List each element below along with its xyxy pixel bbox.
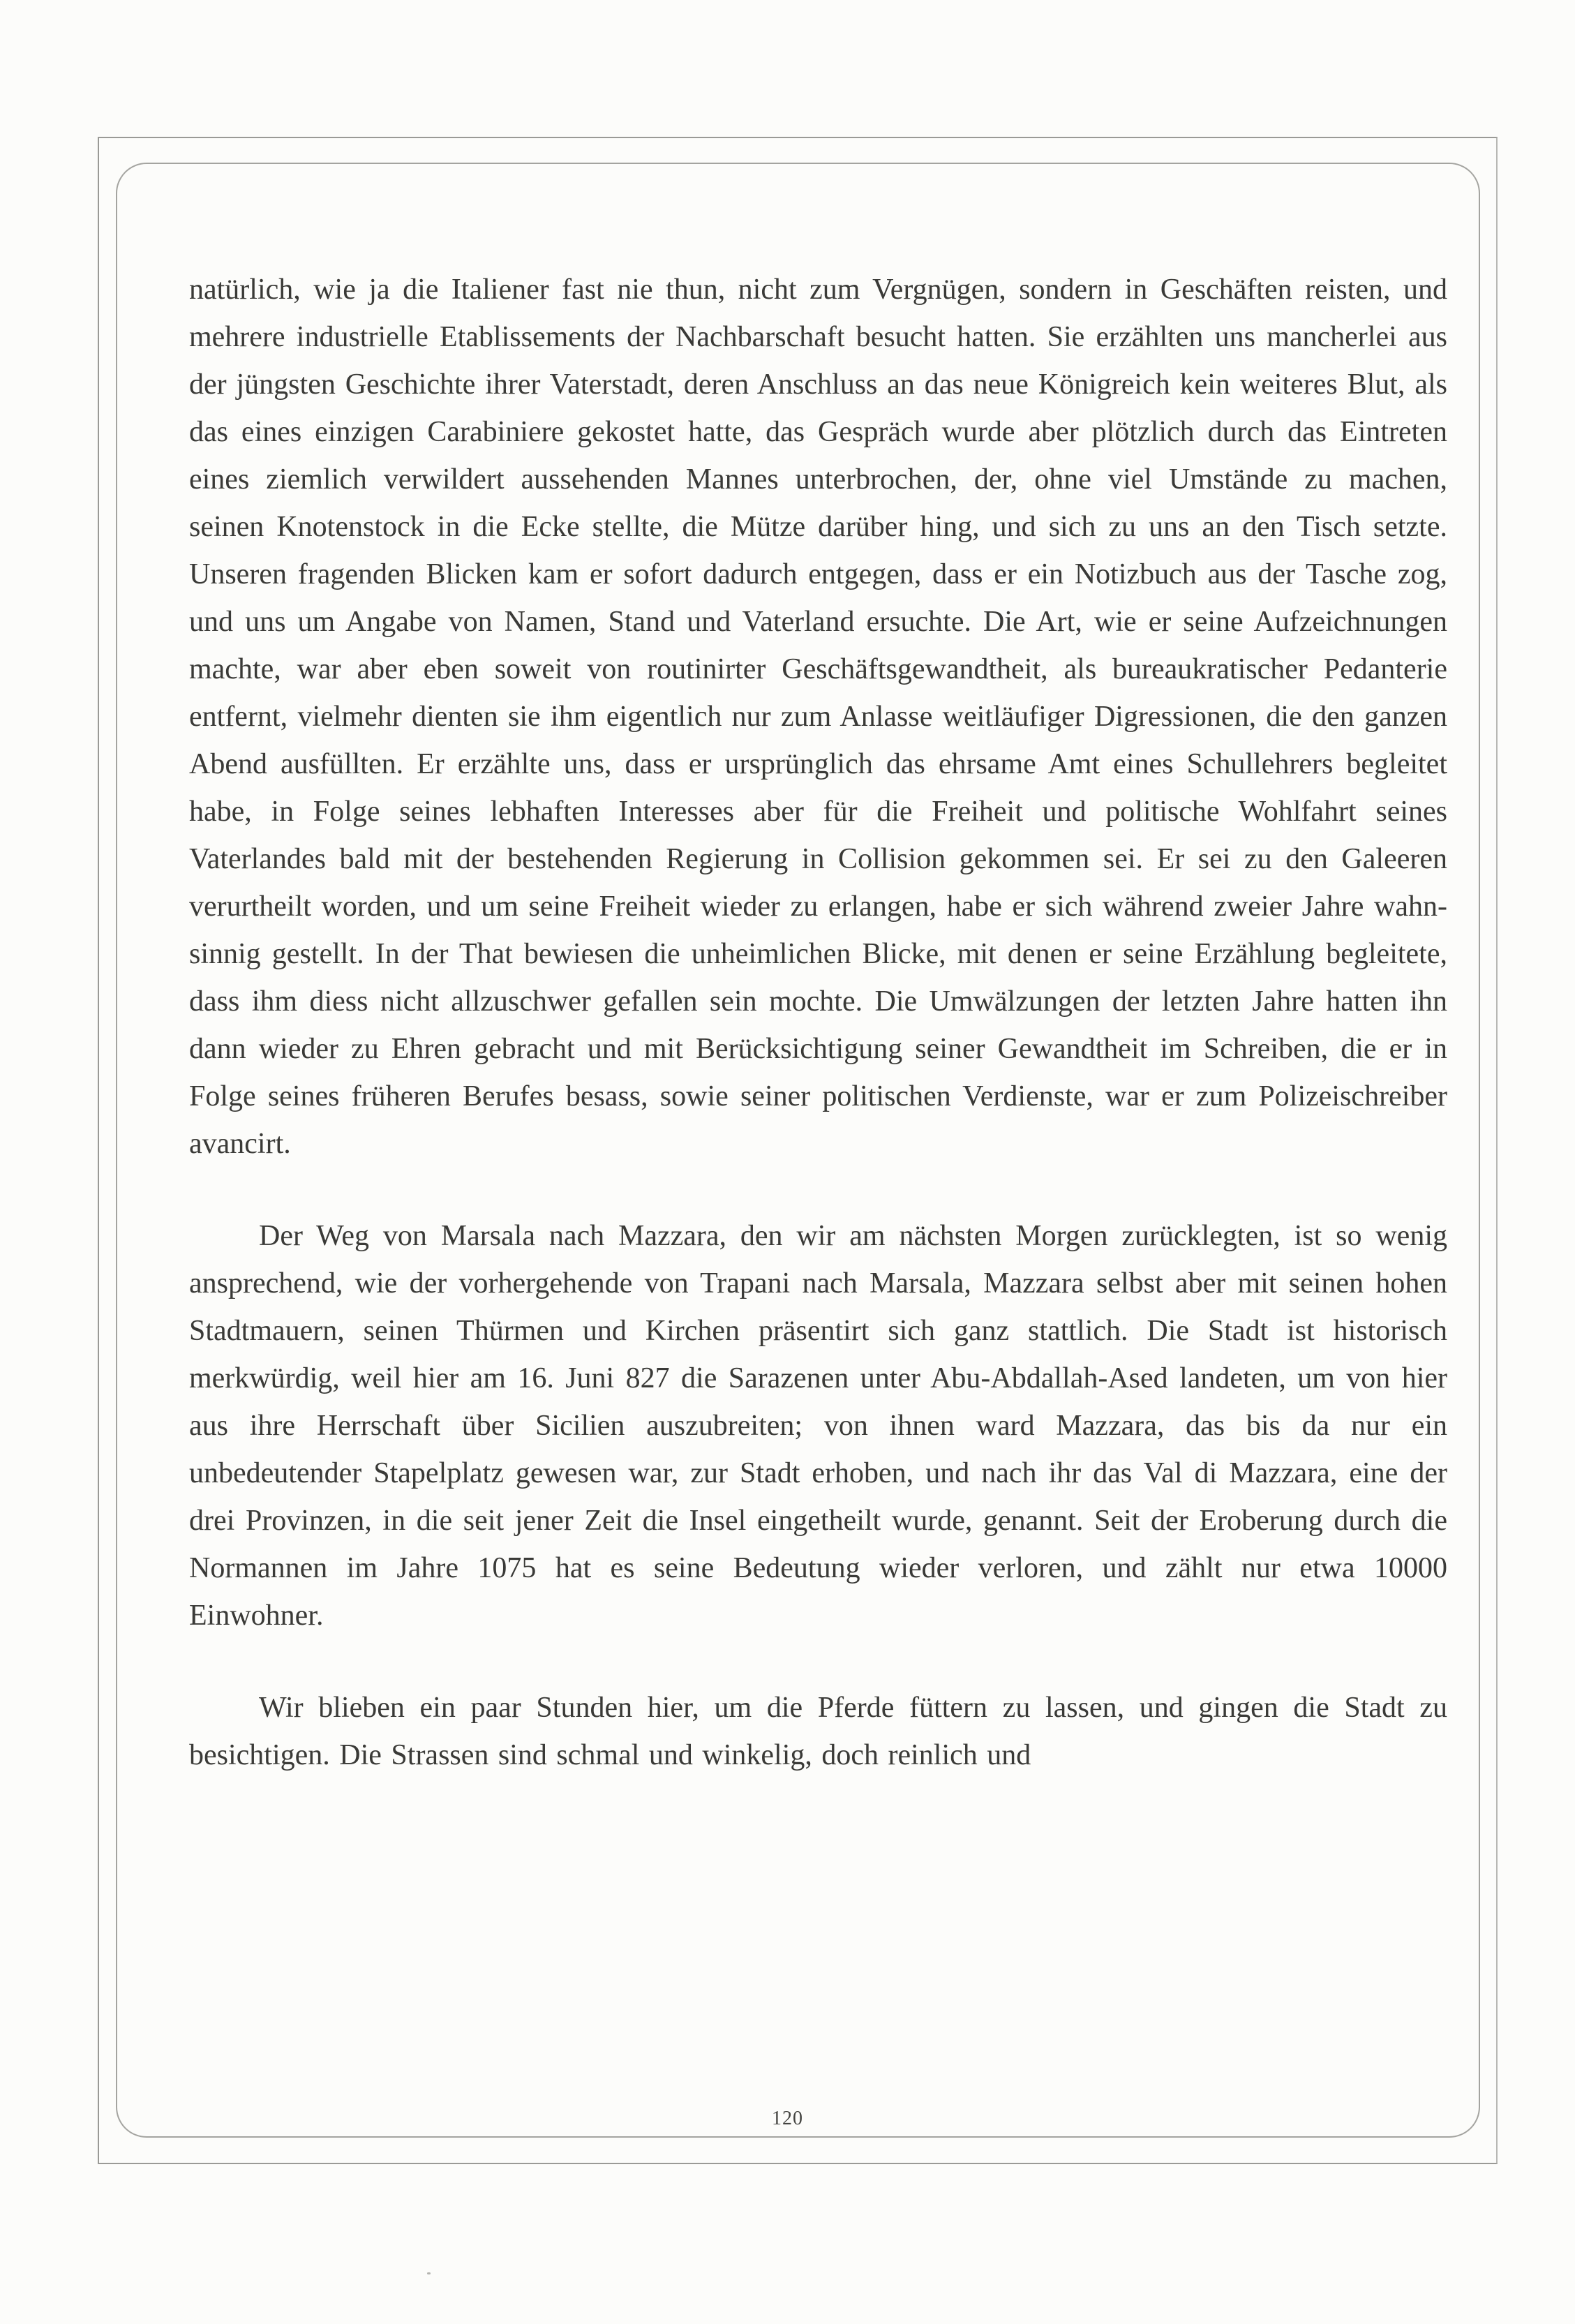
paragraph-mazzara-visit: Wir blieben ein paar Stunden hier, um die Pferde füttern zu lassen, und gingen die Stadt zu besichtigen. Die Strassen sind schmal und winkelig, doch reinlich und	[189, 1692, 1447, 1771]
paragraph-continuation: natürlich, wie ja die Italiener fast nie thun, nicht zum Vergnügen, sondern in Geschäften reisten, und mehrere industrielle Etablissements der Nachbarschaft besucht hatten. Sie erzählten uns mancherlei aus der jüngsten Geschichte ihrer Vaterstadt, deren Anschluss an das neue Königreich kein weiteres Blut, als das eines einzigen Carabiniere gekostet hatte, das Gespräch wurde aber plötzlich durch das Eintreten eines ziemlich verwildert aussehenden Mannes unterbrochen, der, ohne viel Umstände zu machen, seinen Knotenstock in die Ecke stellte, die Mütze darüber hing, und sich zu uns an den Tisch setzte. Unseren fragenden Blicken kam er sofort dadurch entgegen, dass er ein Notizbuch aus der Tasche zog, und uns um Angabe von Namen, Stand und Vaterland ersuchte. Die Art, wie er seine Aufzeichnungen machte, war aber eben soweit von routinirter Geschäftsgewandtheit, als bureaukratischer Pedanterie entfernt, vielmehr dienten sie ihm eigentlich nur zum Anlasse weitläufiger Digressionen, die den ganzen Abend ausfüllten. Er erzählte uns, dass er ursprünglich das ehrsame Amt eines Schullehrers begleitet habe, in Folge seines lebhaften Interesses aber für die Freiheit und politische Wohlfahrt seines Vaterlandes bald mit der bestehenden Regierung in Collision gekommen sei. Er sei zu den Galeeren verurtheilt worden, und um seine Freiheit wieder zu erlangen, habe er sich während zweier Jahre wahnsinnig gestellt. In der That bewiesen die unheimlichen Blicke, mit denen er seine Erzählung begleitete, dass ihm diess nicht allzuschwer gefallen sein mochte. Die Umwälzungen der letzten Jahre hatten ihn dann wieder zu Ehren gebracht und mit Berücksichtigung seiner Gewandtheit im Schreiben, die er in Folge seines früheren Berufes besass, sowie seiner politischen Verdienste, war er zum Polizeischreiber avancirt.	[189, 274, 1447, 1160]
paragraph-marsala-mazzara: Der Weg von Marsala nach Mazzara, den wir am nächsten Morgen zurücklegten, ist so wenig ansprechend, wie der vorhergehende von Trapani nach Marsala, Mazzara selbst aber mit seinen hohen Stadtmauern, seinen Thürmen und Kirchen präsentirt sich ganz stattlich. Die Stadt ist historisch merkwürdig, weil hier am 16. Juni 827 die Sarazenen unter Abu-Abdallah-Ased landeten, um von hier aus ihre Herrschaft über Sicilien auszubreiten; von ihnen ward Mazzara, das bis da nur ein unbedeutender Stapelplatz gewesen war, zur Stadt erhoben, und nach ihr das Val di Mazzara, eine der drei Provinzen, in die seit jener Zeit die Insel eingetheilt wurde, genannt. Seit der Eroberung durch die Normannen im Jahre 1075 hat es seine Bedeutung wieder verloren, und zählt nur etwa 10000 Einwohner.	[189, 1220, 1447, 1632]
page-number: 120	[772, 2108, 803, 2129]
paper-speck	[427, 2272, 431, 2274]
body-text	[189, 266, 1447, 1779]
